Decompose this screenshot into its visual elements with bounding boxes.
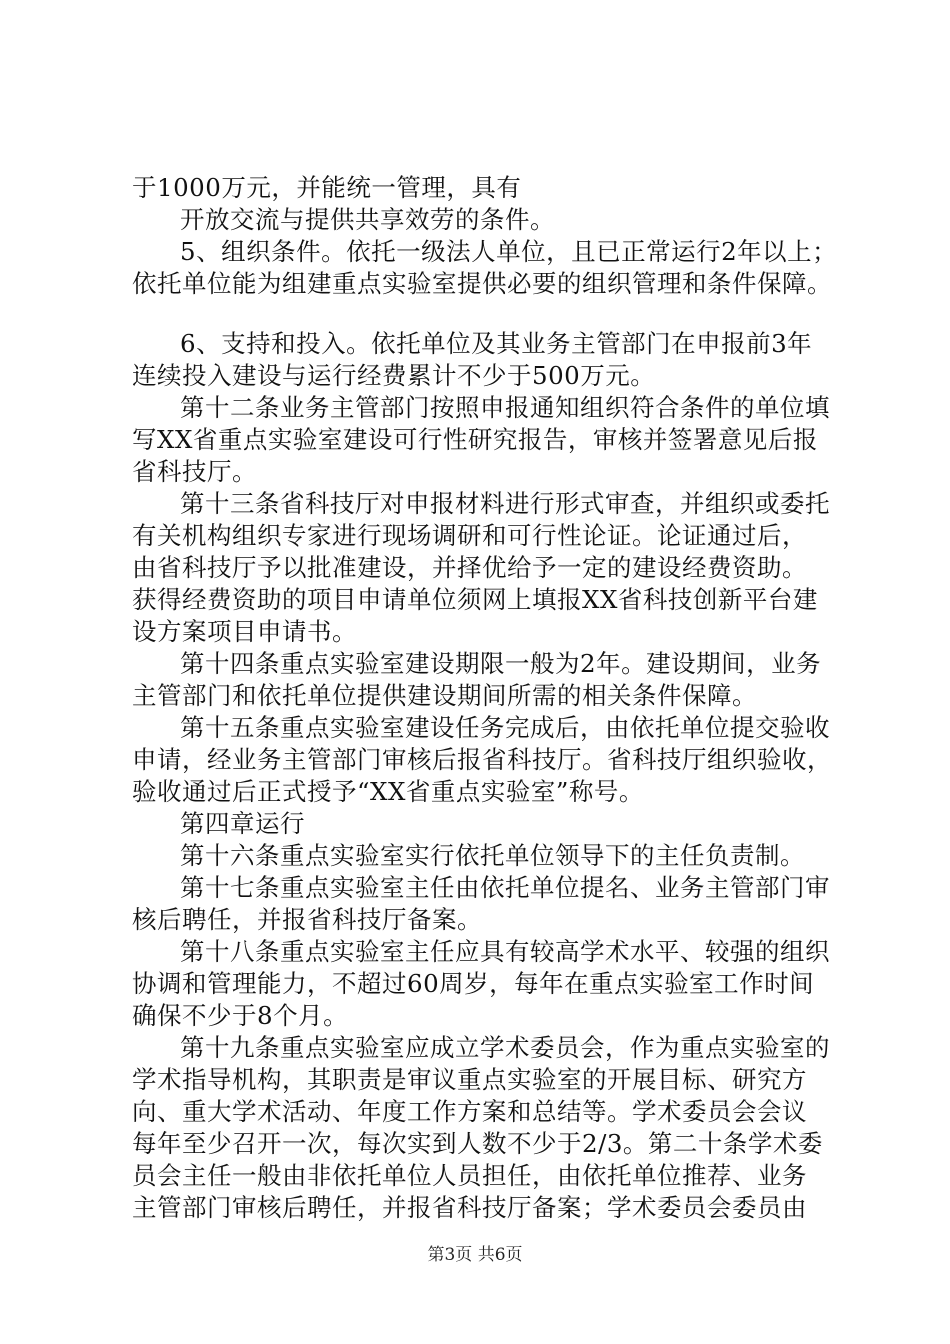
text-line: 员会主任一般由非依托单位人员担任，由依托单位推荐、业务 bbox=[132, 1161, 807, 1190]
chapter-heading: 第四章运行 bbox=[180, 809, 305, 838]
text-line: 验收通过后正式授予“XX省重点实验室”称号。 bbox=[132, 777, 644, 806]
text-line: 于1000万元，并能统一管理，具有 bbox=[132, 173, 522, 202]
text-line: 申请，经业务主管部门审核后报省科技厅。省科技厅组织验收， bbox=[132, 745, 832, 774]
text-line: 获得经费资助的项目申请单位须网上填报XX省科技创新平台建 bbox=[132, 585, 818, 614]
text-line: 主管部门和依托单位提供建设期间所需的相关条件保障。 bbox=[132, 681, 757, 710]
text-line: 写XX省重点实验室建设可行性研究报告，审核并签署意见后报 bbox=[132, 425, 818, 454]
text-line: 第十九条重点实验室应成立学术委员会，作为重点实验室的 bbox=[180, 1033, 830, 1062]
text-line: 第十四条重点实验室建设期限一般为2年。建设期间，业务 bbox=[180, 649, 822, 678]
text-line: 第十七条重点实验室主任由依托单位提名、业务主管部门审 bbox=[180, 873, 830, 902]
text-line: 确保不少于8个月。 bbox=[132, 1001, 349, 1030]
text-line: 每年至少召开一次，每次实到人数不少于2/3。第二十条学术委 bbox=[132, 1129, 823, 1158]
text-line: 第十二条业务主管部门按照申报通知组织符合条件的单位填 bbox=[180, 393, 830, 422]
text-line: 核后聘任，并报省科技厅备案。 bbox=[132, 905, 482, 934]
text-line: 连续投入建设与运行经费累计不少于500万元。 bbox=[132, 361, 656, 390]
text-line: 开放交流与提供共享效劳的条件。 bbox=[180, 205, 555, 234]
page-number-footer: 第3页 共6页 bbox=[427, 1245, 523, 1265]
text-line: 省科技厅。 bbox=[132, 457, 257, 486]
text-line: 第十六条重点实验室实行依托单位领导下的主任负责制。 bbox=[180, 841, 805, 870]
text-line: 有关机构组织专家进行现场调研和可行性论证。论证通过后， bbox=[132, 521, 807, 550]
text-line: 第十五条重点实验室建设任务完成后，由依托单位提交验收 bbox=[180, 713, 830, 742]
text-line: 依托单位能为组建重点实验室提供必要的组织管理和条件保障。 bbox=[132, 269, 832, 298]
text-line: 由省科技厅予以批准建设，并择优给予一定的建设经费资助。 bbox=[132, 553, 807, 582]
text-line: 向、重大学术活动、年度工作方案和总结等。学术委员会会议 bbox=[132, 1097, 807, 1126]
text-line: 第十八条重点实验室主任应具有较高学术水平、较强的组织 bbox=[180, 937, 830, 966]
text-line: 设方案项目申请书。 bbox=[132, 617, 357, 646]
text-line: 协调和管理能力，不超过60周岁，每年在重点实验室工作时间 bbox=[132, 969, 815, 998]
text-line: 6、支持和投入。依托单位及其业务主管部门在申报前3年 bbox=[180, 329, 813, 358]
text-line: 第十三条省科技厅对申报材料进行形式审查，并组织或委托 bbox=[180, 489, 830, 518]
text-line: 5、组织条件。依托一级法人单位，且已正常运行2年以上； bbox=[180, 237, 838, 266]
text-line: 学术指导机构，其职责是审议重点实验室的开展目标、研究方 bbox=[132, 1065, 807, 1094]
text-line: 主管部门审核后聘任，并报省科技厅备案；学术委员会委员由 bbox=[132, 1193, 807, 1222]
